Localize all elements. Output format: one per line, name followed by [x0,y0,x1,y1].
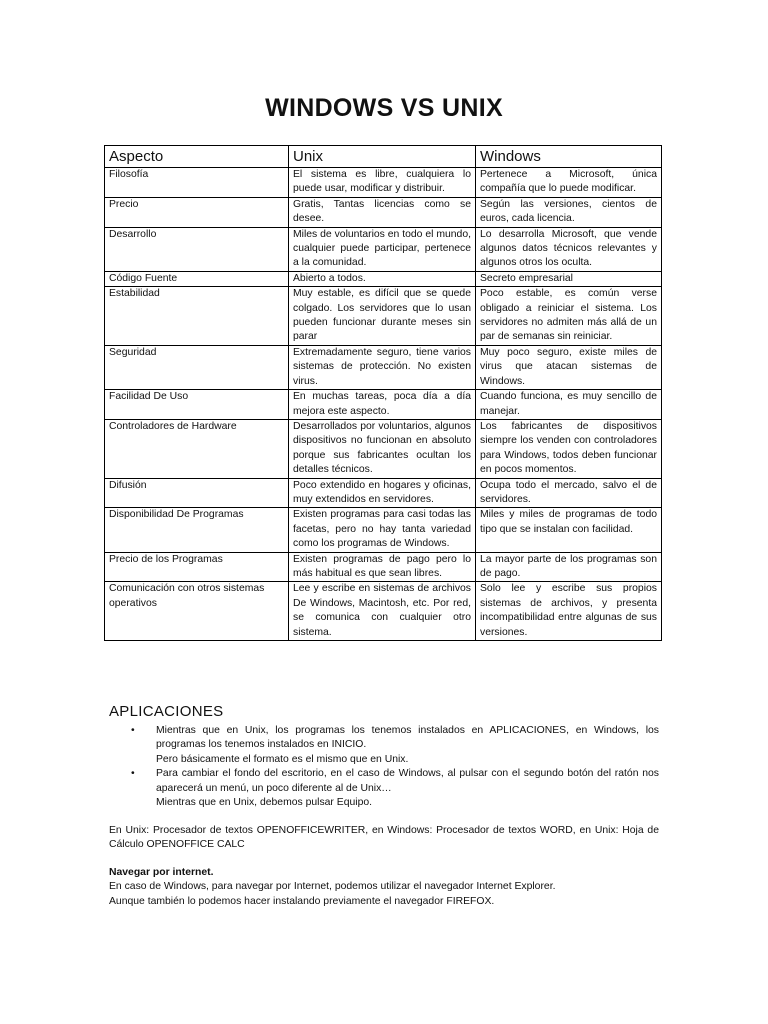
table-row [105,197,662,227]
cell-windows: Según las versiones, cientos de euros, cada licencia. [476,197,662,227]
cell-windows: Muy poco seguro, existe miles de virus que atacan sistemas de Windows. [476,345,662,389]
table-row [105,552,662,582]
cell-windows: Secreto empresarial [476,271,662,286]
cell-unix: Abierto a todos. [289,271,476,286]
bullet-icon: • [131,725,135,736]
comparison-table [104,145,662,641]
cell-unix: Poco extendido en hogares y oficinas, muy extendidos en servidores. [289,478,476,508]
cell-aspect: Disponibilidad De Programas [105,508,289,552]
cell-aspect: Filosofía [105,168,289,198]
table-row [105,227,662,271]
cell-unix: Existen programas para casi todas las facetas, pero no hay tanta variedad como los programas de Windows. [289,508,476,552]
page-title: WINDOWS VS UNIX [265,94,503,122]
cell-unix: Extremadamente seguro, tiene varios sistemas de protección. No existen virus. [289,345,476,389]
cell-aspect: Seguridad [105,345,289,389]
table-row [105,271,662,286]
applications-bullet-list [109,724,659,810]
table-row [105,168,662,198]
bullet-subtext: Pero básicamente el formato es el mismo que en Unix. [156,753,409,765]
bullet-item [109,767,659,810]
internet-line: En caso de Windows, para navegar por Internet, podemos utilizar el navegador Internet Explorer. [109,881,556,893]
cell-unix: Desarrollados por voluntarios, algunos dispositivos no funcionan en absoluto porque sus fabricantes ocultan los detalles técnicos. [289,419,476,478]
table-header-row [105,146,662,168]
cell-windows: Ocupa todo el mercado, salvo el de servidores. [476,478,662,508]
cell-aspect: Controladores de Hardware [105,419,289,478]
column-header-unix: Unix [289,146,476,168]
cell-aspect: Difusión [105,478,289,508]
internet-line: Aunque también lo podemos hacer instalando previamente el navegador FIREFOX. [109,895,495,907]
cell-aspect: Estabilidad [105,287,289,346]
cell-unix: Existen programas de pago pero lo más habitual es que sean libres. [289,552,476,582]
cell-aspect: Facilidad De Uso [105,390,289,420]
bullet-item [109,724,659,767]
table-row [105,345,662,389]
cell-windows: Cuando funciona, es muy sencillo de manejar. [476,390,662,420]
cell-unix: El sistema es libre, cualquiera lo puede usar, modificar y distribuir. [289,168,476,198]
bullet-text: Mientras que en Unix, los programas los tenemos instalados en APLICACIONES, en Windows, los programas los tenemos instalados en INICIO. [156,725,659,751]
cell-unix: Muy estable, es difícil que se quede colgado. Los servidores que lo usan pueden funcionar durante meses sin parar [289,287,476,346]
cell-aspect: Precio [105,197,289,227]
office-suite-paragraph: En Unix: Procesador de textos OPENOFFICEWRITER, en Windows: Procesador de textos WORD, en Unix: Hoja de Cálculo OPENOFFICE CALC [109,825,659,851]
section-heading-aplicaciones: APLICACIONES [109,703,224,720]
bullet-icon: • [131,768,135,780]
cell-aspect: Desarrollo [105,227,289,271]
cell-windows: Miles y miles de programas de todo tipo que se instalan con facilidad. [476,508,662,552]
cell-windows: Lo desarrolla Microsoft, que vende algunos datos técnicos relevantes y algunos otros los oculta. [476,227,662,271]
table-row [105,508,662,552]
internet-section [109,866,659,909]
cell-windows: Poco estable, es común verse obligado a reiniciar el sistema. Los servidores no admiten más allá de un par de semanas sin reiniciar. [476,287,662,346]
cell-windows: La mayor parte de los programas son de pago. [476,552,662,582]
bullet-text: Para cambiar el fondo del escritorio, en el caso de Windows, al pulsar con el segundo botón del ratón nos aparecerá un menú, un poco diferente al de Unix… [156,768,659,794]
cell-unix: Gratis, Tantas licencias como se desee. [289,197,476,227]
cell-unix: Lee y escribe en sistemas de archivos De Windows, Macintosh, etc. Por red, se comunica con cualquier otro sistema. [289,582,476,641]
table-row [105,582,662,641]
column-header-windows: Windows [476,146,662,168]
cell-unix: En muchas tareas, poca día a día mejora este aspecto. [289,390,476,420]
cell-windows: Solo lee y escribe sus propios sistemas de archivos, y presenta incompatibilidad entre algunas de sus versiones. [476,582,662,641]
table-body [105,168,662,641]
cell-aspect: Precio de los Programas [105,552,289,582]
bullet-subtext: Mientras que en Unix, debemos pulsar Equipo. [156,797,373,809]
cell-aspect: Código Fuente [105,271,289,286]
table-row [105,287,662,346]
table-row [105,478,662,508]
column-header-aspecto: Aspecto [105,146,289,168]
cell-windows: Pertenece a Microsoft, única compañía que lo puede modificar. [476,168,662,198]
cell-unix: Miles de voluntarios en todo el mundo, cualquier puede participar, pertenece a la comunidad. [289,227,476,271]
table-row [105,390,662,420]
internet-heading: Navegar por internet. [109,867,214,878]
cell-aspect: Comunicación con otros sistemas operativos [105,582,289,641]
cell-windows: Los fabricantes de dispositivos siempre los venden con controladores para Windows, todos deben funcionar en pocos momentos. [476,419,662,478]
table-row [105,419,662,478]
